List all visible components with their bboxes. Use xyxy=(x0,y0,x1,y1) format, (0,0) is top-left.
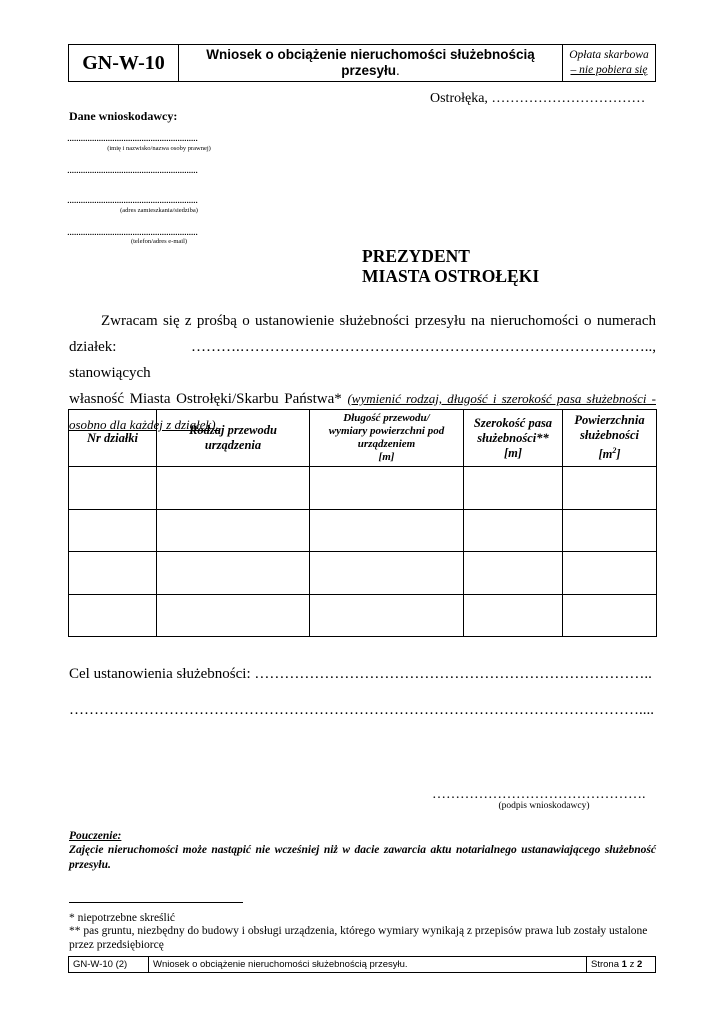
footer-title: Wniosek o obciążenie nieruchomości służebnością przesyłu. xyxy=(149,957,587,972)
recipient-line2: MIASTA OSTROŁĘKI xyxy=(362,266,540,286)
advice-heading: Pouczenie: xyxy=(69,830,122,842)
cell-parcel-no[interactable] xyxy=(69,467,157,510)
applicant-heading: Dane wnioskodawcy: xyxy=(69,109,178,123)
cell-length[interactable] xyxy=(310,467,464,510)
cell-device-type[interactable] xyxy=(157,509,310,552)
applicant-contact-field[interactable]: .......................................................... xyxy=(67,227,198,238)
purpose-field-continuation[interactable]: …………………………………………………………………………………………………….... xyxy=(69,702,654,718)
ownership-note: (wymienić rodzaj, długość i szerokość pasa służebności - xyxy=(347,391,656,406)
signature-caption: (podpis wnioskodawcy) xyxy=(498,801,590,811)
table-row xyxy=(69,552,657,595)
form-title xyxy=(179,45,563,81)
cell-parcel-no[interactable] xyxy=(69,594,157,637)
form-header xyxy=(68,44,656,82)
cell-strip-width[interactable] xyxy=(464,594,563,637)
request-line2-parcels-field[interactable]: działek: ……….……………………………………………………………………….., stanowiących xyxy=(69,339,656,381)
cell-length[interactable] xyxy=(310,552,464,595)
stamp-fee-note xyxy=(563,45,655,81)
cell-strip-width[interactable] xyxy=(464,552,563,595)
applicant-address-field[interactable]: .......................................................... xyxy=(67,195,198,206)
form-title-line1: Wniosek o obciążenie nieruchomości służebnością xyxy=(206,47,535,62)
footnote-separator xyxy=(69,902,243,903)
table-row xyxy=(69,594,657,637)
ownership-note-cont: osobno dla każdej z działek). xyxy=(69,417,219,432)
footnote-2: ** pas gruntu, niezbędny do budowy i obsługi urządzenia, którego wymiary wynikają z przepisów prawa lub zostały ustalone przez przedsiębiorcę xyxy=(69,925,648,951)
col-header-device-type: Rodzaj przewodu urządzenia xyxy=(157,410,310,467)
table-header-row xyxy=(69,410,657,467)
footer-code: GN-W-10 (2) xyxy=(69,957,149,972)
cell-area[interactable] xyxy=(563,594,657,637)
cell-device-type[interactable] xyxy=(157,467,310,510)
cell-device-type[interactable] xyxy=(157,552,310,595)
place-date-field[interactable]: Ostrołęka, …………………………… xyxy=(430,91,646,106)
table-row xyxy=(69,467,657,510)
footer-page-number: Strona 1 z 2 xyxy=(591,959,643,970)
cell-area[interactable] xyxy=(563,467,657,510)
cell-strip-width[interactable] xyxy=(464,467,563,510)
col-header-strip-width: Szerokość pasa służebności** [m] xyxy=(464,410,563,467)
ownership-text: własność Miasta Ostrołęki/Skarbu Państwa* xyxy=(69,391,342,407)
recipient-line1: PREZYDENT xyxy=(362,246,470,266)
applicant-name-field[interactable]: .......................................................... xyxy=(67,133,198,144)
col-header-length: Długość przewodu/ wymiary powierzchni pod urządzeniem [m] xyxy=(310,410,464,467)
cell-parcel-no[interactable] xyxy=(69,552,157,595)
col-header-area: Powierzchnia służebności $[m^2]$ xyxy=(563,410,657,467)
cell-strip-width[interactable] xyxy=(464,509,563,552)
cell-device-type[interactable] xyxy=(157,594,310,637)
form-code: GN-W-10 xyxy=(69,45,179,81)
cell-area[interactable] xyxy=(563,552,657,595)
applicant-contact-caption: (telefon/adres e-mail) xyxy=(130,238,188,245)
page-footer xyxy=(68,956,656,973)
applicant-address-caption: (adres zamieszkania/siedziba) xyxy=(120,207,198,214)
applicant-name-caption: (imię i nazwisko/nazwa osoby prawnej) xyxy=(107,145,211,152)
cell-parcel-no[interactable] xyxy=(69,509,157,552)
purpose-field[interactable]: Cel ustanowienia służebności: …………………………………………………………………….. xyxy=(69,666,652,682)
footnote-1: * niepotrzebne skreślić xyxy=(69,912,176,924)
cell-length[interactable] xyxy=(310,509,464,552)
signature-field[interactable]: ………………………………………. xyxy=(432,787,646,802)
table-row xyxy=(69,509,657,552)
applicant-name-field-2[interactable]: .......................................................... xyxy=(67,165,198,176)
advice-text: Zajęcie nieruchomości może nastąpić nie wcześniej niż w dacie zawarcia aktu notarialnego ustanawiającego służebność przesyłu. xyxy=(69,844,656,871)
recipient-block xyxy=(362,246,539,286)
form-title-line2: przesyłu xyxy=(341,63,396,78)
request-line1: Zwracam się z prośbą o ustanowienie służebności przesyłu na nieruchomości o numerach xyxy=(101,313,656,329)
cell-length[interactable] xyxy=(310,594,464,637)
cell-area[interactable] xyxy=(563,509,657,552)
stamp-fee-line1: Opłata skarbowa xyxy=(569,49,649,61)
stamp-fee-line2: – nie pobiera się xyxy=(570,64,648,76)
col-header-parcel-no: Nr działki xyxy=(69,410,157,467)
form-title-dot: . xyxy=(396,63,400,78)
parcels-table xyxy=(68,409,657,637)
